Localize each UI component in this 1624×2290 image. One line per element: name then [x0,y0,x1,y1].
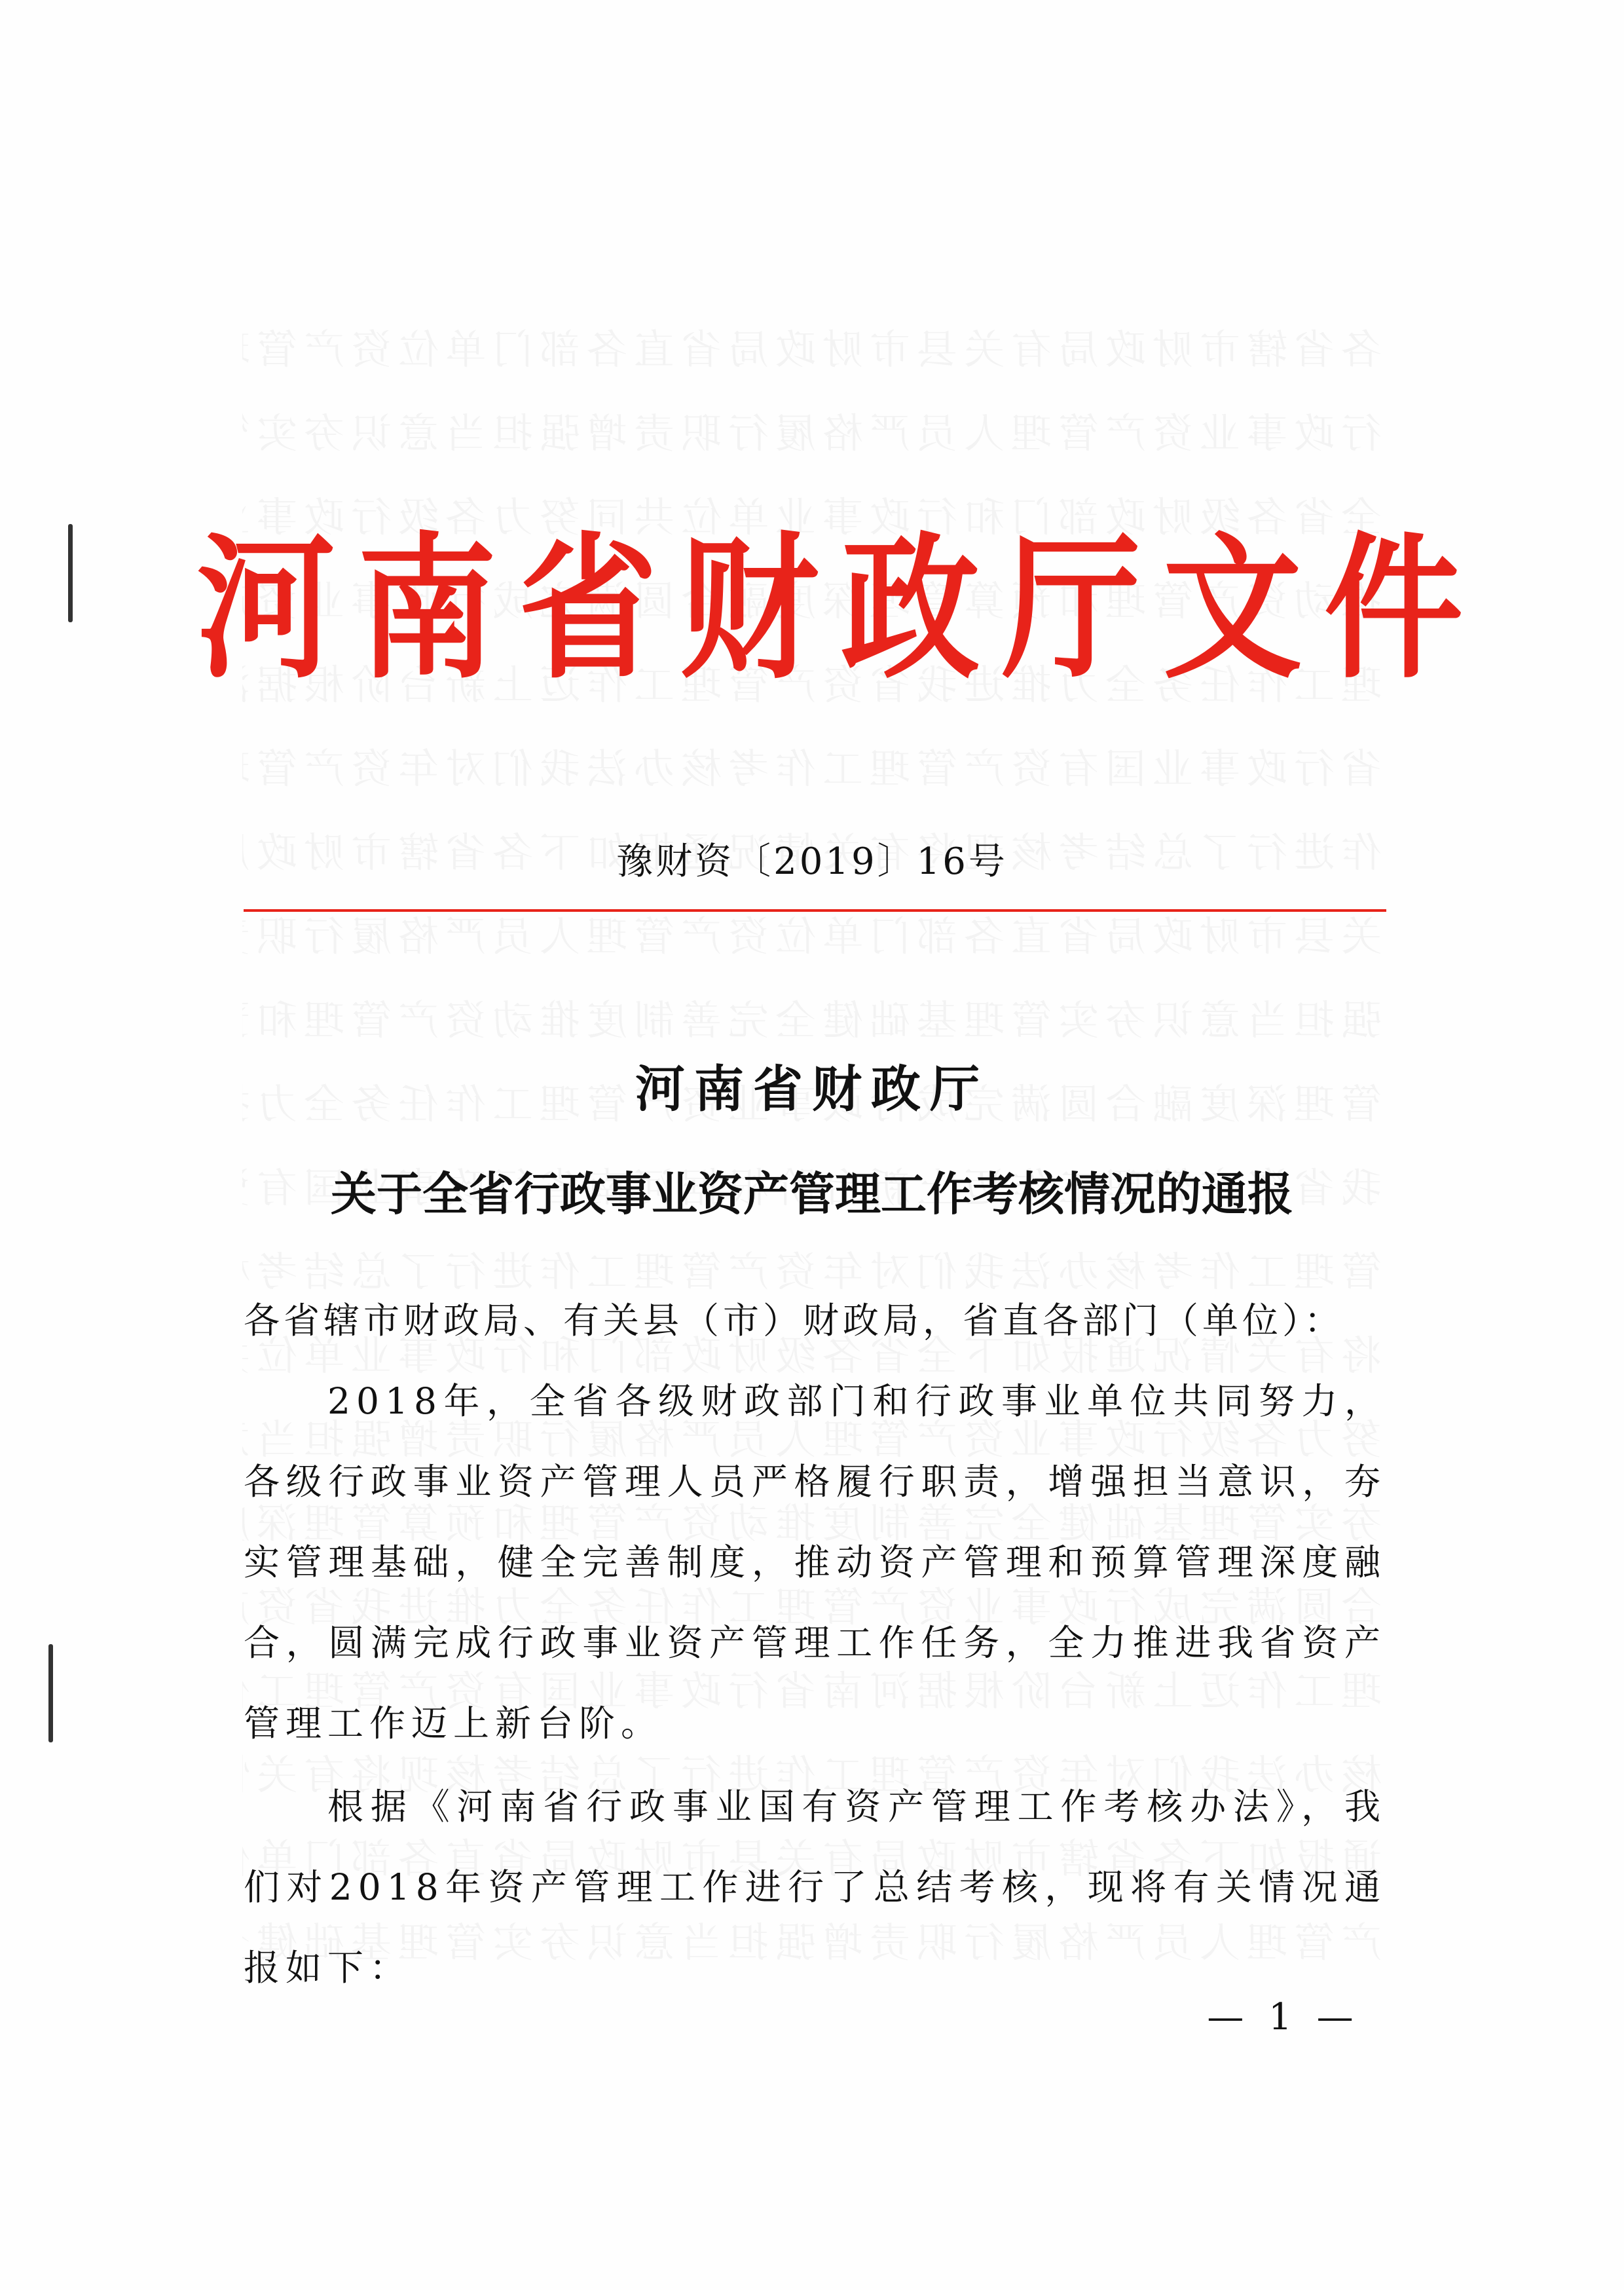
red-separator-line [244,909,1386,912]
paragraph-1: 2018年，全省各级财政部门和行政事业单位共同努力，各级行政事业资产管理人员严格履行职责，增强担当意识，夯实管理基础，健全完善制度，推动资产管理和预算管理深度融合，圆满完成行政事业资产管理工作任务，全力推进我省资产管理工作迈上新台阶。 [244,1380,1386,1744]
document-number: 豫财资〔2019〕16号 [616,840,1008,883]
binding-mark-top [68,524,73,622]
page-number: — 1 — [1207,1996,1360,2038]
document-body [244,1281,1386,2008]
paragraph-2: 根据《河南省行政事业国有资产管理工作考核办法》，我们对2018年资产管理工作进行了总结考核，现将有关情况通报如下： [244,1786,1386,1989]
masthead-title: 河南省财政厅文件 [196,518,1485,700]
document-title: 关于全省行政事业资产管理工作考核情况的通报 [331,1167,1293,1221]
issuer-title: 河南省财政厅 [635,1060,989,1118]
binding-mark-bottom [48,1644,53,1742]
salutation: 各省辖市财政局、有关县（市）财政局，省直各部门（单位）： [244,1300,1344,1342]
